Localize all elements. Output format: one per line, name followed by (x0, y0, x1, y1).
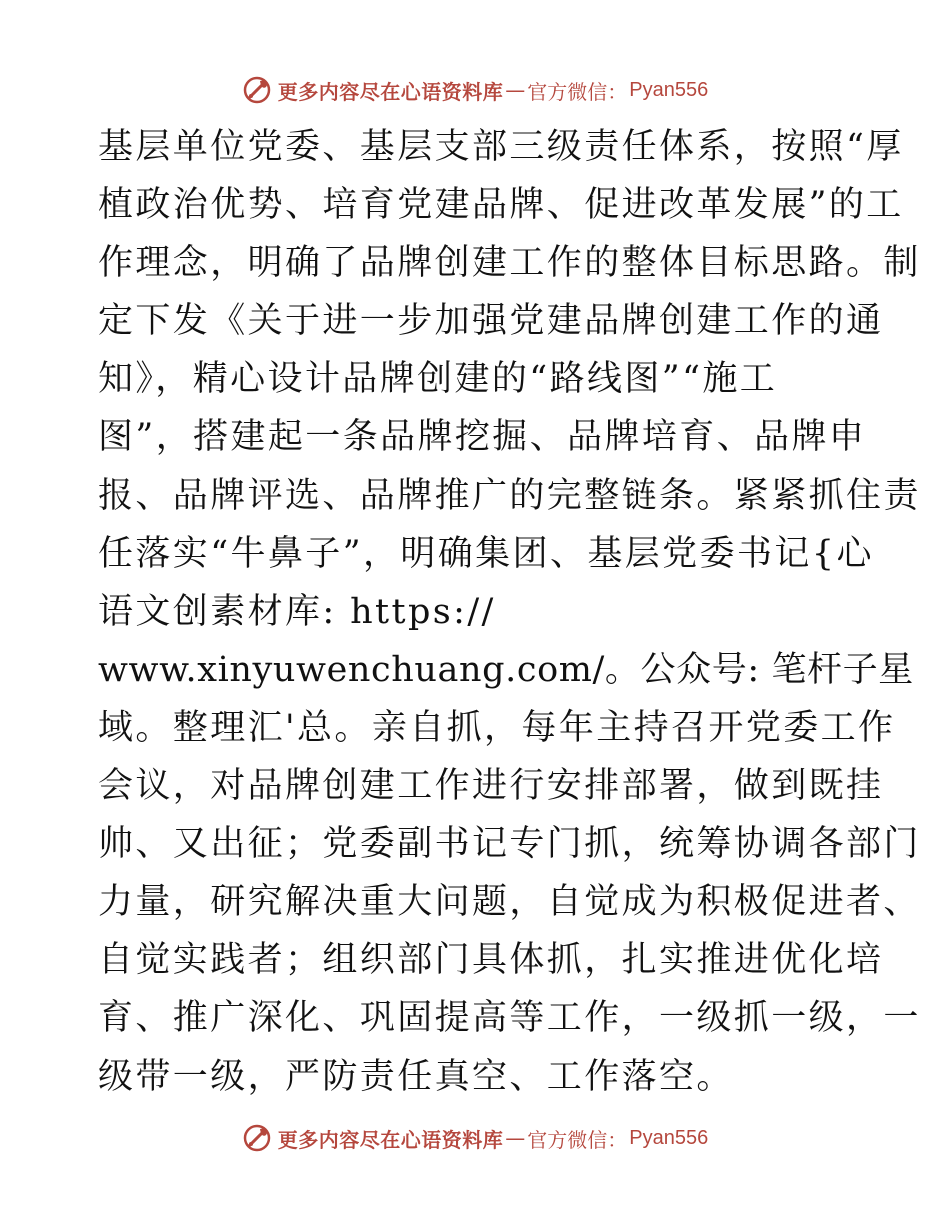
paragraph-line: 会议，对品牌创建工作进行安排部署，做到既挂 (98, 766, 884, 807)
paragraph-line: 定下发《关于进一步加强党建品牌创建工作的通 (98, 301, 884, 342)
banner-brand-text: 更多内容尽在心语资料库 (277, 1127, 504, 1152)
paragraph-line: 自觉实践者；组织部门具体抓，扎实推进优化培 (98, 940, 884, 981)
paragraph-line: 任落实“牛鼻子”，明确集团、基层党委书记{心 (98, 533, 874, 574)
banner-separator: — (505, 78, 526, 102)
paragraph-line: 语文创素材库: https:// (98, 591, 496, 632)
banner-separator: — (505, 1126, 526, 1150)
banner-wechat-label: 官方微信： (527, 79, 628, 104)
paragraph-line: 植政治优势、培育党建品牌、促进改革发展”的工 (98, 185, 904, 226)
header-banner (0, 70, 950, 110)
paragraph-line: 域。整理汇'总。亲自抓，每年主持召开党委工作 (98, 707, 896, 748)
paragraph-line: 基层单位党委、基层支部三级责任体系，按照“厚 (98, 127, 904, 167)
quill-pen-logo-icon (242, 1123, 272, 1153)
footer-banner (0, 1118, 950, 1158)
paragraph-line: 帅、又出征；党委副书记专门抓，统筹协调各部门 (98, 824, 921, 865)
banner-wechat-id: Pyan556 (629, 78, 709, 101)
banner-brand-text: 更多内容尽在心语资料库 (277, 79, 504, 104)
banner-wechat-id: Pyan556 (629, 1126, 709, 1149)
document-paragraph (98, 118, 921, 1106)
quill-pen-logo-icon (242, 75, 272, 105)
banner-wechat-label: 官方微信： (527, 1127, 628, 1152)
paragraph-line: 力量，研究解决重大问题，自觉成为积极促进者、 (98, 882, 921, 923)
paragraph-line: 图”，搭建起一条品牌挖掘、品牌培育、品牌申 (98, 417, 867, 458)
paragraph-line: 报、品牌评选、品牌推广的完整链条。紧紧抓住责 (98, 475, 921, 516)
paragraph-line: 育、推广深化、巩固提高等工作，一级抓一级，一 (98, 998, 921, 1039)
paragraph-line: 作理念，明确了品牌创建工作的整体目标思路。制 (98, 243, 921, 284)
paragraph-line: 知》，精心设计品牌创建的“路线图”“施工 (98, 359, 778, 400)
paragraph-line: www.xinyuwenchuang.com/。公众号: 笔杆子星 (98, 649, 914, 690)
paragraph-line: 级带一级，严防责任真空、工作落空。 (98, 1056, 734, 1097)
